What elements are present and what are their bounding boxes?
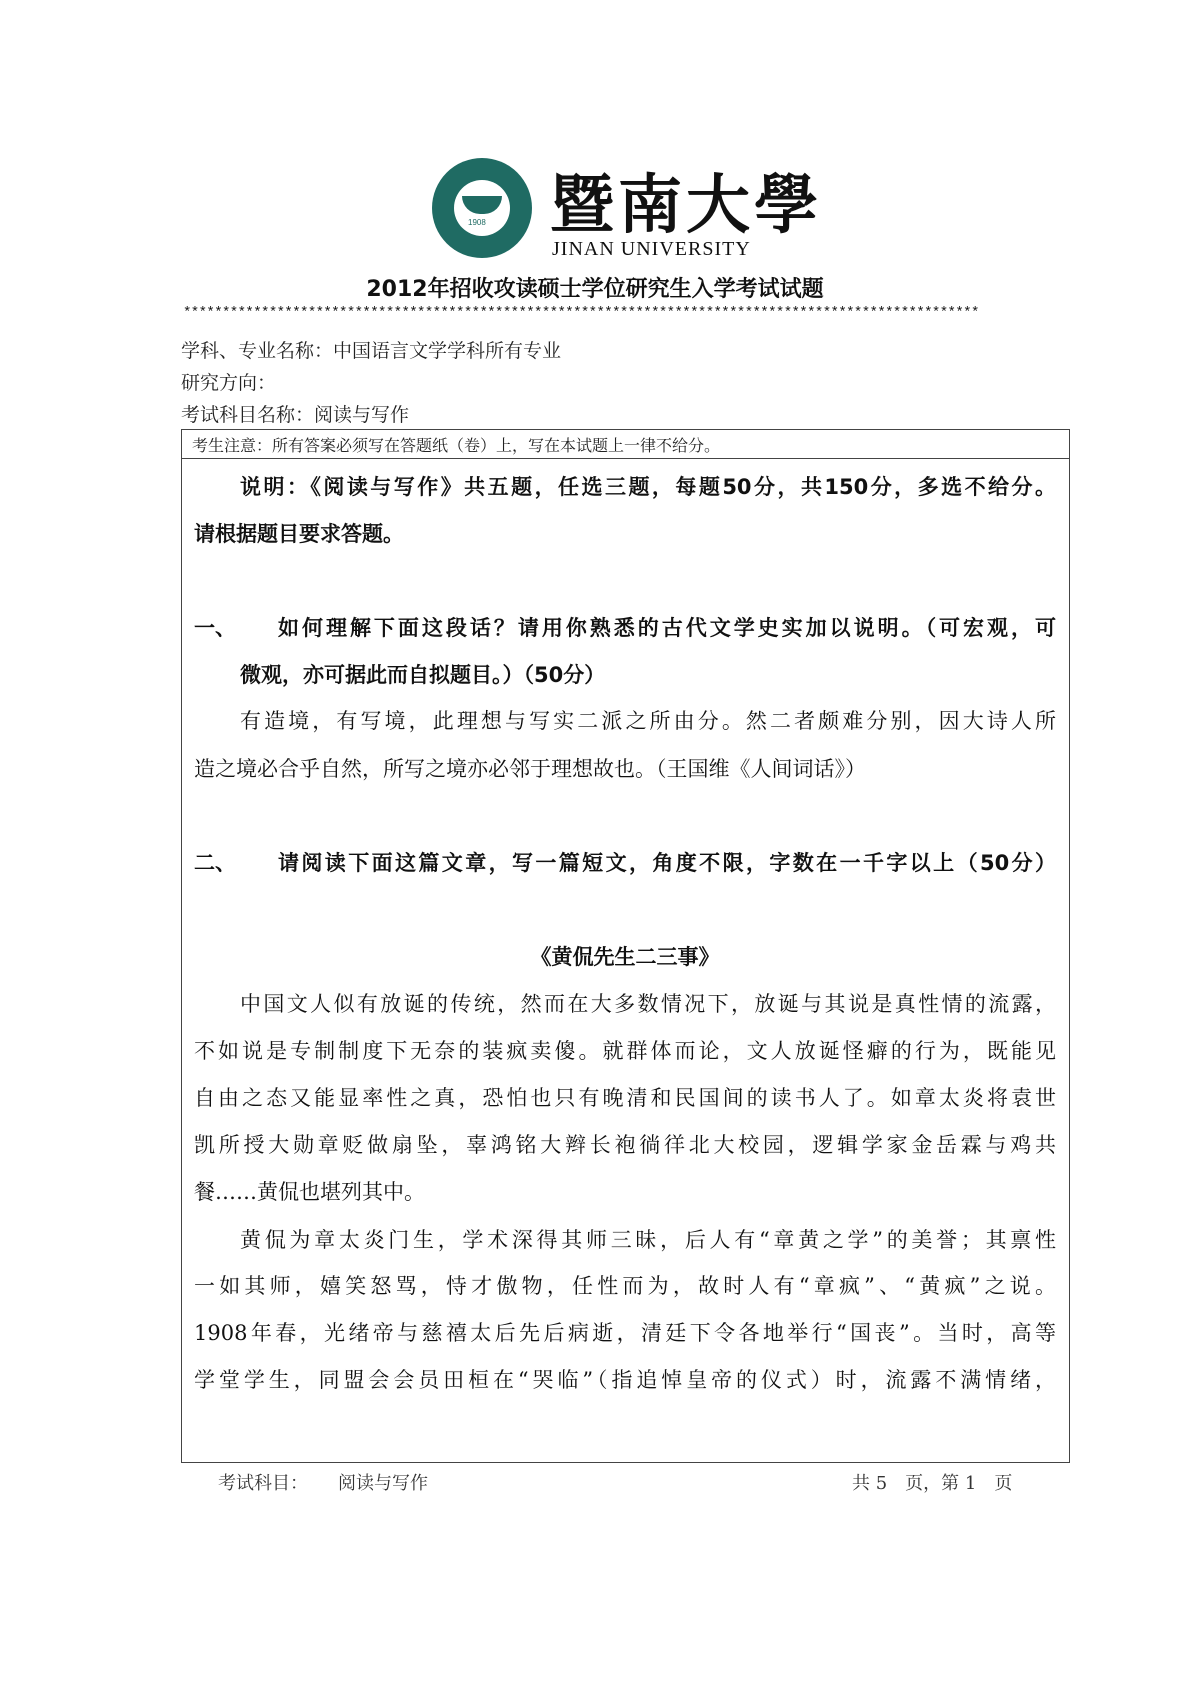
instructions-line-1: 说明：《阅读与写作》共五题，任选三题，每题50分，共150分，多选不给分。 bbox=[240, 475, 1056, 499]
article-line: 黄侃为章太炎门生，学术深得其师三昧，后人有“章黄之学”的美誉；其禀性 bbox=[240, 1228, 1056, 1252]
article-line: 中国文人似有放诞的传统，然而在大多数情况下，放诞与其说是真性情的流露， bbox=[240, 992, 1056, 1016]
notice-divider bbox=[181, 458, 1070, 459]
direction-field: 研究方向： bbox=[181, 372, 277, 394]
article-line: 餐……黄侃也堪列其中。 bbox=[194, 1180, 425, 1204]
article-title: 《黄侃先生二三事》 bbox=[530, 945, 720, 969]
logo-chinese-name: 暨南大學 bbox=[550, 168, 822, 243]
exam-notice: 考生注意：所有答案必须写在答题纸（卷）上，写在本试题上一律不给分。 bbox=[192, 436, 721, 455]
major-field: 学科、专业名称：中国语言文学学科所有专业 bbox=[181, 340, 562, 362]
article-line: 学堂学生，同盟会会员田桓在“哭临”（指追悼皇帝的仪式）时，流露不满情绪， bbox=[194, 1368, 1056, 1392]
seal-year: 1908 bbox=[468, 218, 486, 227]
star-divider: ****************************************************************************************************** bbox=[183, 305, 979, 321]
question-1-line-1: 如何理解下面这段话？请用你熟悉的古代文学史实加以说明。（可宏观，可 bbox=[278, 616, 1056, 640]
article-line: 1908年春，光绪帝与慈禧太后先后病逝，清廷下令各地举行“国丧”。当时，高等 bbox=[194, 1321, 1056, 1345]
university-logo bbox=[432, 158, 822, 263]
article-line: 凯所授大勋章贬做扇坠，辜鸿铭大辫长袍徜徉北大校园，逻辑学家金岳霖与鸡共 bbox=[194, 1133, 1056, 1157]
question-2-number: 二、 bbox=[194, 851, 236, 875]
article-line: 自由之态又能显率性之真，恐怕也只有晚清和民国间的读书人了。如章太炎将袁世 bbox=[194, 1086, 1056, 1110]
university-seal-icon bbox=[432, 158, 532, 258]
footer-subject-label: 考试科目： bbox=[218, 1473, 308, 1494]
quote-line-2: 造之境必合乎自然，所写之境亦必邻于理想故也。（王国维《人间词话》） bbox=[194, 757, 866, 781]
article-line: 一如其师，嬉笑怒骂，恃才傲物，任性而为，故时人有“章疯”、“黄疯”之说。 bbox=[194, 1274, 1056, 1298]
quote-line-1: 有造境，有写境，此理想与写实二派之所由分。然二者颇难分别，因大诗人所 bbox=[240, 709, 1056, 733]
footer-subject: 阅读与写作 bbox=[338, 1473, 428, 1494]
exam-title: 2012年招收攻读硕士学位研究生入学考试试题 bbox=[366, 277, 824, 302]
logo-english-name: JINAN UNIVERSITY bbox=[552, 238, 751, 260]
question-2-line: 请阅读下面这篇文章，写一篇短文，角度不限，字数在一千字以上（50分） bbox=[278, 851, 1056, 875]
question-1-number: 一、 bbox=[194, 616, 236, 640]
article-line: 不如说是专制制度下无奈的装疯卖傻。就群体而论，文人放诞怪癖的行为，既能见 bbox=[194, 1039, 1056, 1063]
question-1-line-2: 微观，亦可据此而自拟题目。）（50分） bbox=[240, 663, 606, 687]
subject-field: 考试科目名称：阅读与写作 bbox=[181, 404, 410, 426]
instructions-line-2: 请根据题目要求答题。 bbox=[194, 522, 404, 546]
page-indicator: 共 5 页，第 1 页 bbox=[852, 1473, 1013, 1494]
